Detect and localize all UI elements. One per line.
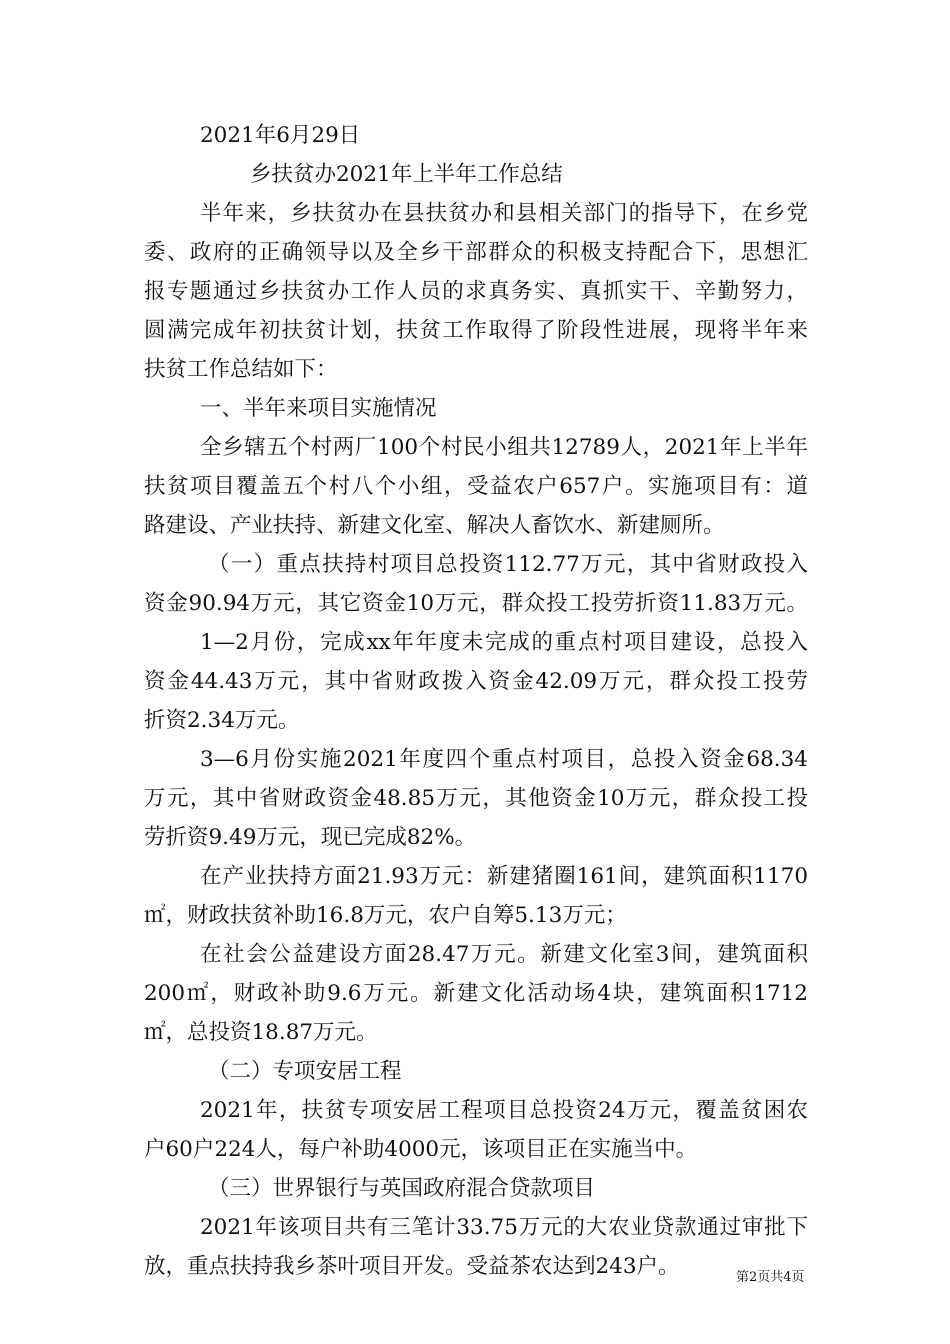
intro-line-2: 委、政府的正确领导以及全乡干部群众的积极支持配合下，思想汇 [144,240,808,265]
loan-line-1: 2021年该项目共有三笔计33.75万元的大农业贷款通过审批下 [200,1215,808,1240]
industry-line-2: ㎡，财政扶贫补助16.8万元，农户自筹5.13万元； [144,903,627,928]
industry-line-1: 在产业扶持方面21.93万元：新建猪圈161间，建筑面积1170 [200,864,808,889]
mar-jun-line-1: 3—6月份实施2021年度四个重点村项目，总投入资金68.34 [200,747,808,772]
public-welfare-line-2: 200㎡，财政补助9.6万元。新建文化活动场4块，建筑面积1712 [144,981,808,1006]
jan-feb-line-1: 1—2月份，完成xx年年度未完成的重点村项目建设，总投入 [200,630,808,655]
intro-line-4: 圆满完成年初扶贫计划，扶贫工作取得了阶段性进展，现将半年来 [144,318,808,343]
mar-jun-line-3: 劳折资9.49万元，现已完成82%。 [144,825,477,850]
mar-jun-line-2: 万元，其中省财政资金48.85万元，其他资金10万元，群众投工投 [144,786,808,811]
overview-line-1: 全乡辖五个村两厂100个村民小组共12789人，2021年上半年 [200,435,808,460]
section-heading-3: （三）世界银行与英国政府混合贷款项目 [208,1176,596,1201]
jan-feb-line-2: 资金44.43万元，其中省财政拨入资金42.09万元，群众投工投劳 [144,669,808,694]
jan-feb-line-3: 折资2.34万元。 [144,708,300,733]
section-heading-1: 一、半年来项目实施情况 [200,396,437,421]
public-welfare-line-3: ㎡，总投资18.87万元。 [144,1020,378,1045]
intro-line-5: 扶贫工作总结如下： [144,357,338,382]
document-date: 2021年6月29日 [200,123,361,148]
intro-line-3: 报专题通过乡扶贫办工作人员的求真务实、真抓实干、辛勤努力， [144,279,808,304]
overview-line-3: 路建设、产业扶持、新建文化室、解决人畜饮水、新建厕所。 [144,513,725,538]
key-village-line-2: 资金90.94万元，其它资金10万元，群众投工投劳折资11.83万元。 [144,591,808,616]
housing-line-1: 2021年，扶贫专项安居工程项目总投资24万元，覆盖贫困农 [200,1098,808,1123]
page-number: 第2页共4页 [736,1270,805,1285]
overview-line-2: 扶贫项目覆盖五个村八个小组，受益农户657户。实施项目有：道 [144,474,808,499]
section-heading-2: （二）专项安居工程 [208,1059,402,1084]
key-village-line-1: （一）重点扶持村项目总投资112.77万元，其中省财政投入 [208,552,808,577]
loan-line-2: 放，重点扶持我乡茶叶项目开发。受益茶农达到243户。 [144,1254,680,1279]
intro-line-1: 半年来，乡扶贫办在县扶贫办和县相关部门的指导下，在乡党 [200,201,808,226]
public-welfare-line-1: 在社会公益建设方面28.47万元。新建文化室3间，建筑面积 [200,942,808,967]
document-title: 乡扶贫办2021年上半年工作总结 [250,162,563,187]
housing-line-2: 户60户224人，每户补助4000元，该项目正在实施当中。 [144,1137,698,1162]
document-body [144,116,808,1286]
